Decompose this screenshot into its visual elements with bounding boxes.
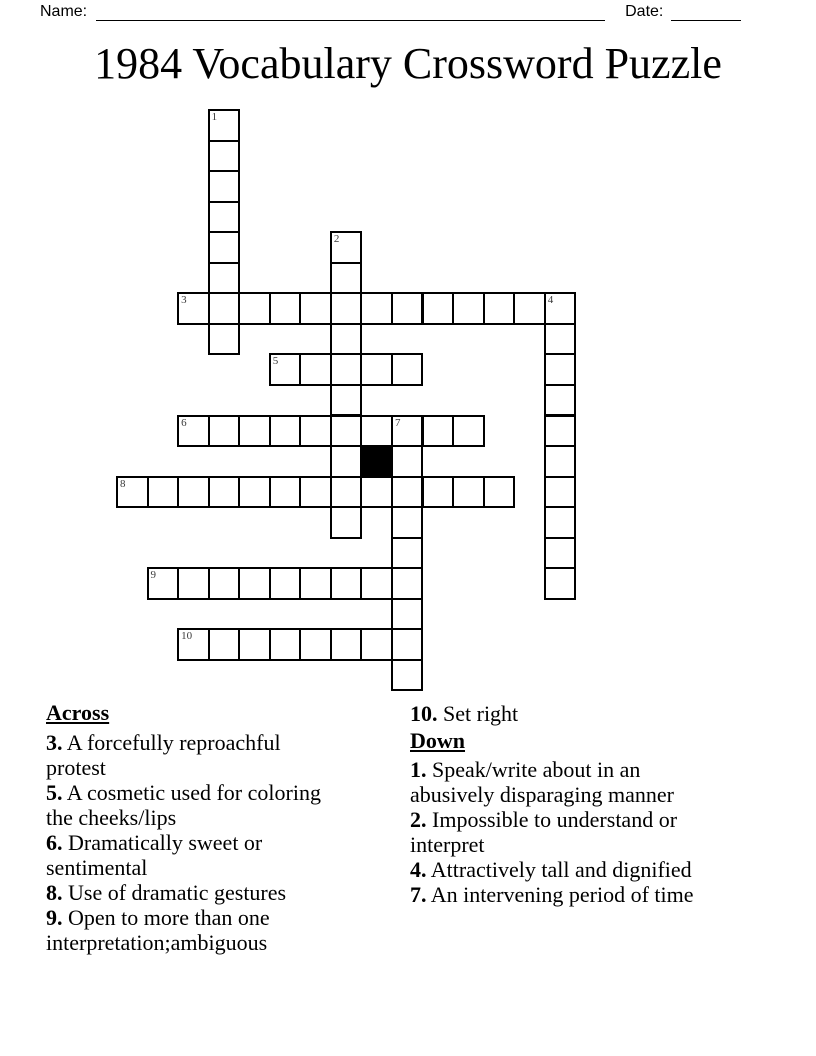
- grid-cell[interactable]: [483, 476, 516, 509]
- grid-cell[interactable]: [330, 506, 363, 539]
- grid-cell[interactable]: [208, 231, 241, 264]
- grid-cell[interactable]: [360, 476, 393, 509]
- name-label: Name:: [40, 3, 88, 20]
- cell-number: 3: [181, 294, 187, 307]
- grid-cell[interactable]: [330, 353, 363, 386]
- grid-cell[interactable]: [513, 292, 546, 325]
- grid-cell[interactable]: [544, 567, 577, 600]
- grid-cell[interactable]: [299, 292, 332, 325]
- grid-cell[interactable]: [238, 415, 271, 448]
- clue-number: 6.: [46, 830, 63, 855]
- clue-number: 7.: [410, 882, 427, 907]
- grid-cell[interactable]: [269, 353, 302, 386]
- clue-text: A forcefully reproachful protest: [46, 730, 281, 780]
- clue-across-5: [46, 780, 338, 830]
- grid-cell[interactable]: [544, 353, 577, 386]
- down-clue-list: [410, 757, 712, 907]
- grid-cell[interactable]: [452, 476, 485, 509]
- grid-cell[interactable]: [330, 231, 363, 264]
- grid-cell[interactable]: [360, 628, 393, 661]
- grid-cell[interactable]: [483, 292, 516, 325]
- clue-text: A cosmetic used for coloring the cheeks/lips: [46, 780, 321, 830]
- grid-cell[interactable]: [208, 567, 241, 600]
- grid-cell[interactable]: [177, 476, 210, 509]
- grid-cell[interactable]: [544, 415, 577, 448]
- grid-cell[interactable]: [238, 628, 271, 661]
- grid-cell[interactable]: [208, 140, 241, 173]
- grid-cell[interactable]: [208, 628, 241, 661]
- clue-across-6: [46, 830, 338, 880]
- grid-cell[interactable]: [208, 292, 241, 325]
- grid-cell[interactable]: [116, 476, 149, 509]
- grid-cell[interactable]: [422, 292, 455, 325]
- blocked-cell: [360, 445, 393, 478]
- clue-number: 2.: [410, 807, 427, 832]
- grid-cell[interactable]: [299, 567, 332, 600]
- clue-text: Open to more than one interpretation;ambiguous: [46, 905, 270, 955]
- cell-number: 9: [150, 569, 157, 582]
- cell-number: 10: [181, 630, 193, 643]
- grid-cell[interactable]: [452, 415, 485, 448]
- clue-down-4: [410, 857, 712, 882]
- grid-cell[interactable]: [177, 292, 210, 325]
- grid-cell[interactable]: [299, 628, 332, 661]
- clue-number: 3.: [46, 730, 63, 755]
- grid-cell[interactable]: [208, 323, 241, 356]
- clue-down-7: [410, 882, 712, 907]
- grid-cell[interactable]: [422, 415, 455, 448]
- clue-number: 5.: [46, 780, 63, 805]
- grid-cell[interactable]: [269, 415, 302, 448]
- grid-cell[interactable]: [330, 415, 363, 448]
- grid-cell[interactable]: [544, 476, 577, 509]
- clue-text: Set right: [437, 701, 519, 726]
- grid-cell[interactable]: [544, 323, 577, 356]
- grid-cell[interactable]: [391, 445, 424, 478]
- grid-cell[interactable]: [391, 598, 424, 631]
- clue-text: An intervening period of time: [426, 882, 694, 907]
- grid-cell[interactable]: [177, 628, 210, 661]
- grid-cell[interactable]: [269, 476, 302, 509]
- grid-cell[interactable]: [208, 170, 241, 203]
- cell-number: 5: [272, 355, 279, 368]
- grid-cell[interactable]: [391, 415, 424, 448]
- grid-cell[interactable]: [208, 201, 241, 234]
- grid-cell[interactable]: [269, 292, 302, 325]
- grid-cell[interactable]: [391, 476, 424, 509]
- grid-cell[interactable]: [391, 567, 424, 600]
- grid-cell[interactable]: [391, 537, 424, 570]
- cell-number: 1: [211, 111, 218, 123]
- grid-cell[interactable]: [544, 384, 577, 417]
- clues-right-column: [410, 701, 712, 907]
- clue-number: 8.: [46, 880, 63, 905]
- clue-number: 10.: [410, 701, 438, 726]
- grid-cell[interactable]: [360, 353, 393, 386]
- grid-cell[interactable]: [391, 628, 424, 661]
- cell-number: 6: [181, 416, 187, 429]
- grid-cell[interactable]: [238, 292, 271, 325]
- grid-cell[interactable]: [238, 476, 271, 509]
- clue-number: 9.: [46, 905, 63, 930]
- cell-number: 4: [547, 294, 554, 307]
- grid-cell[interactable]: [269, 628, 302, 661]
- across-clue-list: [46, 730, 338, 955]
- grid-cell[interactable]: [208, 262, 241, 295]
- grid-cell[interactable]: [299, 353, 332, 386]
- grid-cell[interactable]: [360, 567, 393, 600]
- grid-cell[interactable]: [330, 262, 363, 295]
- clue-text: Attractively tall and dignified: [426, 857, 692, 882]
- grid-cell[interactable]: [391, 506, 424, 539]
- cell-number: 7: [394, 416, 401, 429]
- grid-cell[interactable]: [238, 567, 271, 600]
- clue-down-1: [410, 757, 712, 807]
- clue-across-3: [46, 730, 338, 780]
- clue-number: 4.: [410, 857, 427, 882]
- clue-text: Use of dramatic gestures: [62, 880, 287, 905]
- grid-cell[interactable]: [208, 109, 241, 142]
- grid-cell[interactable]: [147, 476, 180, 509]
- grid-cell[interactable]: [330, 292, 363, 325]
- page-title: 1984 Vocabulary Crossword Puzzle: [94, 39, 722, 88]
- grid-cell[interactable]: [544, 445, 577, 478]
- clue-across-10: [410, 701, 712, 726]
- grid-cell[interactable]: [208, 476, 241, 509]
- grid-cell[interactable]: [177, 567, 210, 600]
- grid-cell[interactable]: [391, 292, 424, 325]
- clue-across-9: [46, 905, 338, 955]
- clue-number: 1.: [410, 757, 427, 782]
- clue-text: Impossible to understand or interpret: [410, 807, 678, 857]
- grid-cell[interactable]: [360, 292, 393, 325]
- grid-cell[interactable]: [299, 476, 332, 509]
- grid-cell[interactable]: [330, 323, 363, 356]
- across-heading: Across: [46, 700, 110, 725]
- grid-cell[interactable]: [544, 537, 577, 570]
- grid-cell[interactable]: [330, 628, 363, 661]
- grid-cell[interactable]: [452, 292, 485, 325]
- cell-number: 2: [333, 233, 340, 246]
- clues-left-column: [46, 701, 338, 955]
- date-label: Date:: [625, 3, 664, 20]
- grid-cell[interactable]: [177, 415, 210, 448]
- grid-cell[interactable]: [544, 292, 577, 325]
- grid-cell[interactable]: [330, 567, 363, 600]
- grid-cell[interactable]: [269, 567, 302, 600]
- grid-cell[interactable]: [391, 659, 424, 692]
- clue-text: Speak/write about in an abusively disparaging manner: [410, 757, 674, 807]
- grid-cell[interactable]: [391, 353, 424, 386]
- grid-cell[interactable]: [422, 476, 455, 509]
- grid-cell[interactable]: [299, 415, 332, 448]
- grid-cell[interactable]: [360, 415, 393, 448]
- clue-text: Dramatically sweet or sentimental: [46, 830, 263, 880]
- grid-cell[interactable]: [147, 567, 180, 600]
- clue-down-2: [410, 807, 712, 857]
- grid-cell[interactable]: [330, 384, 363, 417]
- grid-cell[interactable]: [208, 415, 241, 448]
- cell-number: 8: [120, 477, 126, 490]
- grid-cell[interactable]: [330, 476, 363, 509]
- across-clue-overflow: [410, 701, 712, 726]
- grid-cell[interactable]: [544, 506, 577, 539]
- clue-across-8: [46, 880, 338, 905]
- down-heading: Down: [410, 728, 466, 753]
- grid-cell[interactable]: [330, 445, 363, 478]
